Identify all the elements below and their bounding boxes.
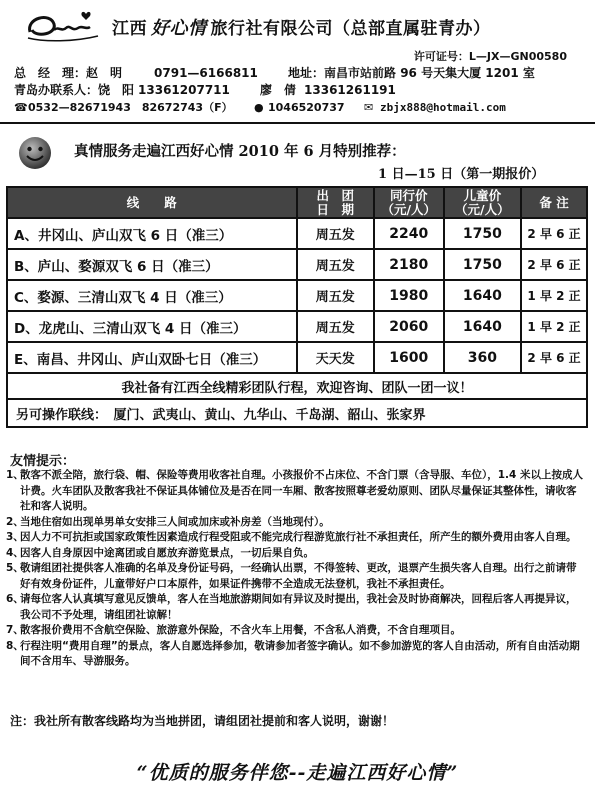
table-row (7, 280, 587, 311)
col-header-child-price: 儿童价 （元/人） (444, 187, 522, 218)
row-peer-price: 2060 (374, 311, 444, 342)
row-route: E、南昌、井冈山、庐山双卧七日（准三） (7, 342, 297, 373)
row-note: 2 早 6 正 (521, 342, 587, 373)
list-item: 8、行程注明“费用自理”的景点，客人自愿选择参加，敬请参加者签字确认。如不参加游览的客人自由活动，所有自由活动期间不含用车、导游服务。 (6, 639, 580, 667)
qd-contact-phone-2: 13361261191 (304, 83, 396, 97)
row-note: 1 早 2 正 (521, 311, 587, 342)
company-name-prefix: 江西 (112, 19, 147, 39)
price-table (6, 186, 588, 428)
col-header-peer-price: 同行价 （元/人） (374, 187, 444, 218)
table-header-row (7, 187, 587, 218)
list-item: 7、散客报价费用不含航空保险、旅游意外保险，不含火车上用餐，不含私人消费，不含自理项目。 (6, 624, 461, 636)
other-routes: 另可操作联线： 厦门、武夷山、黄山、九华山、千岛湖、韶山、张家界 (7, 399, 587, 427)
row-date: 周五发 (297, 311, 374, 342)
row-peer-price: 2180 (374, 249, 444, 280)
row-route: C、婺源、三清山双飞 4 日（准三） (7, 280, 297, 311)
row-peer-price: 1980 (374, 280, 444, 311)
contact-row (14, 99, 506, 115)
row-date: 天天发 (297, 342, 374, 373)
license-number: 许可证号：L—JX—GN00580 (413, 50, 567, 63)
promo-headline: 真情服务走遍江西好心情 2010 年 6 月特别推荐： (74, 143, 406, 160)
qq-icon: ● (254, 101, 264, 114)
row-note: 1 早 2 正 (521, 280, 587, 311)
table-row (7, 311, 587, 342)
row-route: D、龙虎山、三清山双飞 4 日（准三） (7, 311, 297, 342)
header (0, 0, 595, 125)
list-item: 6、请每位客人认真填写意见反馈单，客人在当地旅游期间如有异议及时提出，我社会及时协商解决，回程后客人再提异议，我公司不予处理，请组团社谅解！ (6, 593, 577, 621)
qd-contact-row (14, 81, 396, 98)
row-route: A、井冈山、庐山双飞 6 日（准三） (7, 218, 297, 249)
email-icon: ✉ (364, 101, 374, 114)
table-banner-row (7, 373, 587, 399)
row-note: 2 早 6 正 (521, 218, 587, 249)
footnote: 注：我社所有散客线路均为当地拼团，请组团社提前和客人说明，谢谢！ (10, 714, 395, 728)
row-child-price: 360 (444, 342, 522, 373)
qd-contact-name-1: 饶 阳 (98, 83, 135, 97)
brand-name: 好心情 (151, 18, 207, 39)
row-date: 周五发 (297, 218, 374, 249)
col-header-route: 线 路 (7, 187, 297, 218)
table-row (7, 342, 587, 373)
row-route: B、庐山、婺源双飞 6 日（准三） (7, 249, 297, 280)
slogan: “优质的服务伴您--走遍江西好心情” (136, 762, 459, 784)
manager-name: 赵 明 (86, 66, 123, 80)
list-item: 5、敬请组团社提供客人准确的名单及身份证号码，一经确认出票，不得签转、更改，退票产生损失客人自理。出行之前请带好有效身份证件，儿童带好户口本原件，如果证件携带不全造成无法登机，我社不承担责任。 (6, 562, 577, 590)
phone-fax: 0532—82671943 82672743（F） (28, 101, 233, 114)
group-tour-banner: 我社备有江西全线精彩团队行程，欢迎咨询、团队一团一议！ (7, 373, 587, 399)
col-header-note: 备 注 (521, 187, 587, 218)
list-item: 4、因客人自身原因中途离团或自愿放弃游览景点，一切后果自负。 (6, 546, 314, 559)
promo-period: 1 日—15 日（第一期报价） (378, 167, 545, 182)
logo-icon (24, 8, 104, 44)
list-item: 2、当地住宿如出现单男单女安排三人间或加床或补房差（当地现付）。 (6, 515, 330, 528)
smiley-icon (18, 136, 52, 170)
table-other-row (7, 399, 587, 427)
phone-icon: ☎ (14, 101, 28, 114)
manager-label: 总 经 理： (14, 66, 87, 80)
list-item: 3、因人力不可抗拒或国家政策性因素造成行程受阻或不能完成行程游览旅行社不承担责任，所产生的额外费用由客人自理。 (6, 531, 577, 543)
list-item: 1、散客不派全陪，旅行袋、帽、保险等费用收客社自理。小孩报价不占床位、不含门票（含导服、车位），1.4 米以上按成人计费。火车团队及散客我社不保证具体铺位及是否在同一车厢、散客按照尊老爱幼原则、团队尽量保证其整体性，请收客社和客人说明。 (6, 469, 584, 512)
row-child-price: 1640 (444, 311, 522, 342)
qq-number: 1046520737 (268, 101, 345, 114)
row-date: 周五发 (297, 280, 374, 311)
qd-contact-label: 青岛办联系人： (14, 83, 99, 97)
tips-title: 友情提示： (10, 454, 76, 469)
address-label: 地址： (288, 66, 325, 80)
row-peer-price: 1600 (374, 342, 444, 373)
header-divider (0, 122, 595, 124)
row-child-price: 1750 (444, 218, 522, 249)
address: 南昌市站前路 96 号天集大厦 1201 室 (324, 66, 535, 80)
email-address[interactable]: zbjx888@hotmail.com (380, 101, 506, 114)
tips-list (6, 468, 586, 670)
table-row (7, 249, 587, 280)
manager-row (14, 64, 535, 81)
qd-contact-phone-1: 13361207711 (138, 83, 230, 97)
qd-contact-name-2: 廖 倩 (260, 83, 297, 97)
row-date: 周五发 (297, 249, 374, 280)
manager-phone: 0791—6166811 (154, 66, 258, 80)
table-row (7, 218, 587, 249)
company-name (112, 14, 491, 40)
row-child-price: 1750 (444, 249, 522, 280)
company-subtitle: （总部直属驻青办） (333, 19, 491, 39)
row-note: 2 早 6 正 (521, 249, 587, 280)
row-child-price: 1640 (444, 280, 522, 311)
row-peer-price: 2240 (374, 218, 444, 249)
company-name-suffix: 旅行社有限公司 (210, 19, 333, 39)
col-header-date: 出 团 日 期 (297, 187, 374, 218)
